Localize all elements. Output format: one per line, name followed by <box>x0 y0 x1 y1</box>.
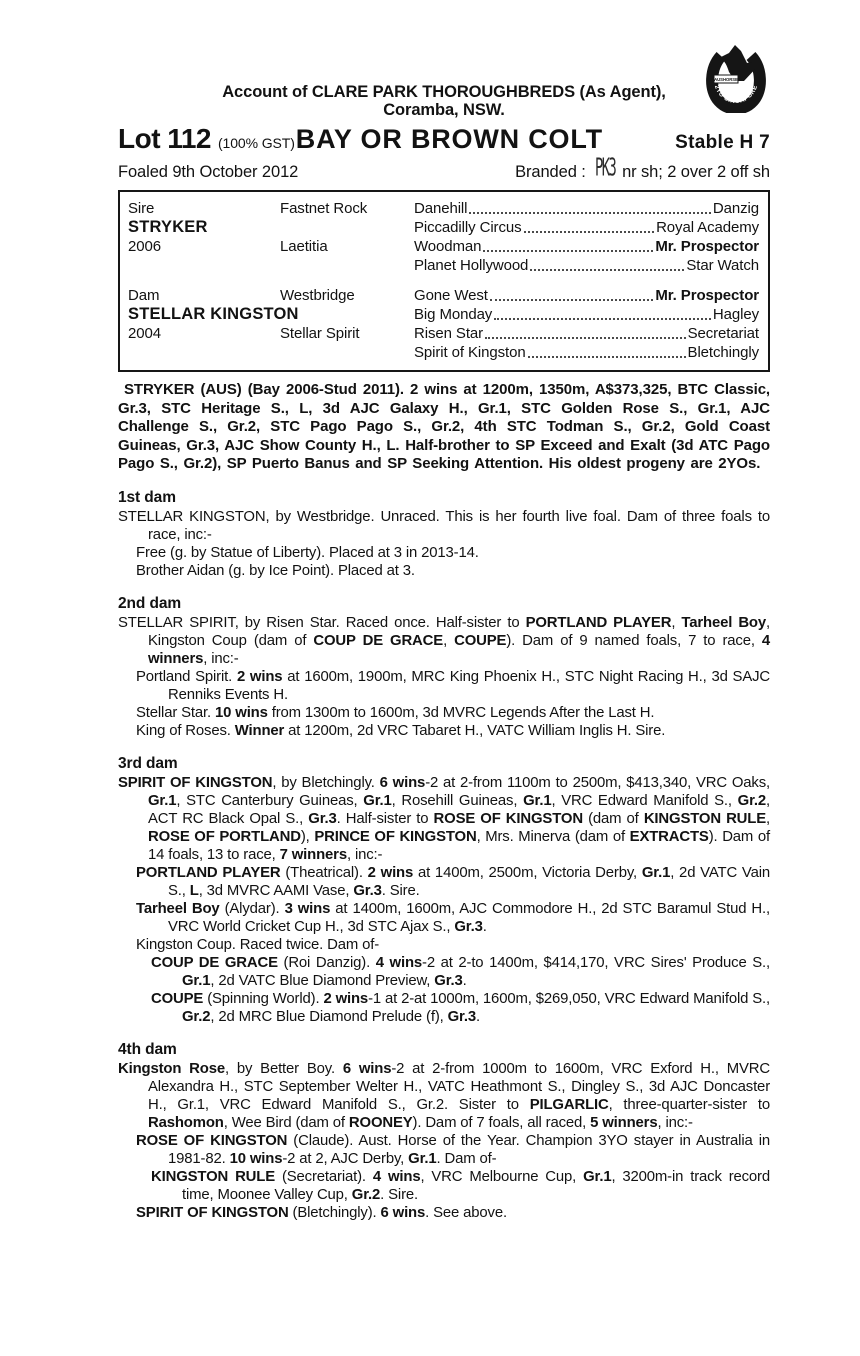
pedigree-parent-name: Westbridge <box>280 287 355 304</box>
pedigree-grandparent-pair <box>414 218 759 237</box>
pedigree-role-cell: Sire <box>128 200 155 217</box>
dam-section-heading: 1st dam <box>118 488 176 506</box>
pedigree-row <box>128 256 759 275</box>
horse-title: BAY OR BROWN COLT <box>295 124 603 154</box>
pedigree-role-cell: Dam <box>128 287 160 304</box>
leader-dots <box>524 231 655 233</box>
foaled-branded-line <box>118 153 770 182</box>
dam-section-heading: 2nd dam <box>118 594 182 612</box>
pedigree-grandparent-pair <box>414 286 759 305</box>
grandsire-name: Piccadilly Circus <box>414 219 522 236</box>
leader-dots <box>469 212 711 214</box>
pedigree-year-cell: 2006 <box>128 238 161 255</box>
grandsire-name: Danehill <box>414 200 468 217</box>
pedigree-entry: Portland Spirit. 2 wins at 1600m, 1900m, MRC King Phoenix H., STC Night Racing H., 3d SAJC Renniks Events H. <box>136 668 771 703</box>
branded-label: Branded : <box>515 163 586 181</box>
pedigree-entry: SPIRIT OF KINGSTON, by Bletchingly. 6 wins-2 at 2-from 1100m to 2500m, $413,340, VRC Oaks, Gr.1, STC Canterbury Guineas, Gr.1, Rosehill Guineas, Gr.1, VRC Edward Manifold S., Gr.2, ACT RC Black Opal S., Gr.3. Half-sister to ROSE OF KINGSTON (dam of KINGSTON RULE, ROSE OF PORTLAND), PRINCE OF KINGSTON, Mrs. Minerva (dam of EXTRACTS). Dam of 14 foals, 13 to race, 7 winners, inc:- <box>118 774 771 863</box>
location-line: Coramba, NSW. <box>383 100 505 119</box>
pedigree-entry: COUP DE GRACE (Roi Danzig). 4 wins-2 at 2-to 1400m, $414,170, VRC Sires' Produce S., Gr.1, 2d VATC Blue Diamond Preview, Gr.3. <box>151 954 770 989</box>
logo-banner-text: AUSHORSE <box>714 77 738 82</box>
leader-dots <box>494 318 711 320</box>
account-line: Account of CLARE PARK THOROUGHBREDS (As Agent), <box>222 83 666 101</box>
granddam-name: Star Watch <box>686 257 759 274</box>
dam-sections <box>118 489 770 1222</box>
grandsire-name: Planet Hollywood <box>414 257 529 274</box>
pedigree-grandparent-pair <box>414 256 759 275</box>
pedigree-entry: KINGSTON RULE (Secretariat). 4 wins, VRC Melbourne Cup, Gr.1, 3200m-in track record time, Moonee Valley Cup, Gr.2. Sire. <box>151 1168 771 1203</box>
pedigree-grandparent-pair <box>414 199 759 218</box>
pedigree-entry: ROSE OF KINGSTON (Claude). Aust. Horse of the Year. Champion 3YO stayer in Australia in 1981-82. 10 wins-2 at 2, AJC Derby, Gr.1. Dam of- <box>136 1132 770 1167</box>
pedigree-row <box>128 237 759 256</box>
pedigree-row <box>128 199 759 218</box>
grandsire-name: Spirit of Kingston <box>414 344 526 361</box>
granddam-name: Mr. Prospector <box>655 238 759 255</box>
pedigree-grandparent-pair <box>414 324 759 343</box>
gst-note: (100% GST) <box>217 135 295 151</box>
pedigree-entry: STELLAR SPIRIT, by Risen Star. Raced once. Half-sister to PORTLAND PLAYER, Tarheel Boy, Kingston Coup (dam of COUP DE GRACE, COUPE). Dam of 9 named foals, 7 to race, 4 winners, inc:- <box>118 614 771 667</box>
leader-dots <box>485 337 686 339</box>
granddam-name: Danzig <box>712 200 759 217</box>
pedigree-half <box>128 199 759 275</box>
pedigree-name-cell: STRYKER <box>128 218 208 236</box>
pedigree-row <box>128 343 759 362</box>
pedigree-entry: COUPE (Spinning World). 2 wins-1 at 2-at 1000m, 1600m, $269,050, VRC Edward Manifold S., Gr.2, 2d MRC Blue Diamond Prelude (f), Gr.3. <box>151 990 770 1025</box>
pedigree-half <box>128 286 759 362</box>
pedigree-entry: SPIRIT OF KINGSTON (Bletchingly). 6 wins. See above. <box>136 1204 507 1221</box>
grandsire-name: Gone West <box>414 287 488 304</box>
sire-summary: STRYKER (AUS) (Bay 2006-Stud 2011). 2 wins at 1200m, 1350m, A$373,325, BTC Classic, Gr.3, STC Heritage S., L, 3d AJC Galaxy H., Gr.1, STC Golden Rose S., Gr.1, AJC Challenge S., Gr.2, STC Pago Pago S., Gr.2, 4th STC Todman S., Gr.2, Gold Coast Guineas, Gr.3, AJC Show County H., L. Half-brother to SP Exceed and Exalt (3d ATC Pago Pago S., Gr.2), SP Puerto Banus and SP Seeking Attention. His oldest progeny are 2YOs. <box>118 381 770 472</box>
pedigree-row <box>128 218 759 237</box>
granddam-name: Bletchingly <box>687 344 759 361</box>
granddam-name: Mr. Prospector <box>655 287 759 304</box>
stable-number: Stable H 7 <box>675 132 770 153</box>
grandsire-name: Big Monday <box>414 306 493 323</box>
pedigree-row <box>128 324 759 343</box>
pedigree-grandparent-pair <box>414 305 759 324</box>
foaled-date: Foaled 9th October 2012 <box>118 163 299 181</box>
catalogue-content <box>118 0 770 1222</box>
pedigree-row <box>128 305 759 324</box>
pedigree-entry: Stellar Star. 10 wins from 1300m to 1600m, 3d MVRC Legends After the Last H. <box>136 704 655 721</box>
pedigree-entry: Kingston Coup. Raced twice. Dam of- <box>136 936 380 953</box>
lot-number: Lot 112 <box>118 123 211 154</box>
pedigree-entry: Kingston Rose, by Better Boy. 6 wins-2 at 2-from 1000m to 1600m, VRC Exford H., MVRC Alexandra H., STC September Welter H., VATC Heathmont S., Dingley S., 3d AJC Doncaster H., Gr.1, VRC Edward Manifold S., Gr.2. Sister to PILGARLIC, three-quarter-sister to Rashomon, Wee Bird (dam of ROONEY). Dam of 7 foals, all raced, 5 winners, inc:- <box>118 1060 770 1131</box>
grandsire-name: Woodman <box>414 238 482 255</box>
pedigree-entry: King of Roses. Winner at 1200m, 2d VRC Tabaret H., VATC William Inglis H. Sire. <box>136 722 666 739</box>
leader-dots <box>530 269 684 271</box>
pedigree-grandparent-pair <box>414 343 759 362</box>
leader-dots <box>528 356 686 358</box>
pedigree-parent-name: Stellar Spirit <box>280 325 360 342</box>
logo-arc-text: 2YO SINGAPORE <box>712 84 760 106</box>
pedigree-entry: PORTLAND PLAYER (Theatrical). 2 wins at 1400m, 2500m, Victoria Derby, Gr.1, 2d VATC Vain S., L, 3d MVRC AAMI Vase, Gr.3. Sire. <box>136 864 770 899</box>
grandsire-name: Risen Star <box>414 325 484 342</box>
pedigree-grandparent-pair <box>414 237 759 256</box>
pedigree-entry: Free (g. by Statue of Liberty). Placed at 3 in 2013-14. <box>136 544 479 561</box>
dam-section-heading: 3rd dam <box>118 754 178 772</box>
pedigree-year-cell: 2004 <box>128 325 161 342</box>
leader-dots <box>490 299 654 301</box>
branded-info <box>515 153 770 182</box>
granddam-name: Royal Academy <box>656 219 759 236</box>
pedigree-row <box>128 286 759 305</box>
pedigree-entry: Brother Aidan (g. by Ice Point). Placed at 3. <box>136 562 415 579</box>
leader-dots <box>483 250 653 252</box>
dam-section-heading: 4th dam <box>118 1040 177 1058</box>
branded-detail: nr sh; 2 over 2 off sh <box>622 163 770 181</box>
pedigree-parent-name: Laetitia <box>280 238 328 255</box>
pedigree-entry: STELLAR KINGSTON, by Westbridge. Unraced. This is her fourth live foal. Dam of three foals to race, inc:- <box>118 508 770 543</box>
pedigree-parent-name: Fastnet Rock <box>280 200 368 217</box>
pedigree-table <box>118 190 770 372</box>
granddam-name: Secretariat <box>687 325 759 342</box>
granddam-name: Hagley <box>712 306 759 323</box>
pedigree-entry: Tarheel Boy (Alydar). 3 wins at 1400m, 1600m, AJC Commodore H., 2d STC Baramul Stud H., VRC World Cricket Cup H., 3d STC Ajax S., Gr.3. <box>136 900 771 935</box>
brand-mark: PK3 <box>594 153 616 182</box>
pedigree-name-cell: STELLAR KINGSTON <box>128 305 299 323</box>
lot-header-line <box>118 123 770 155</box>
